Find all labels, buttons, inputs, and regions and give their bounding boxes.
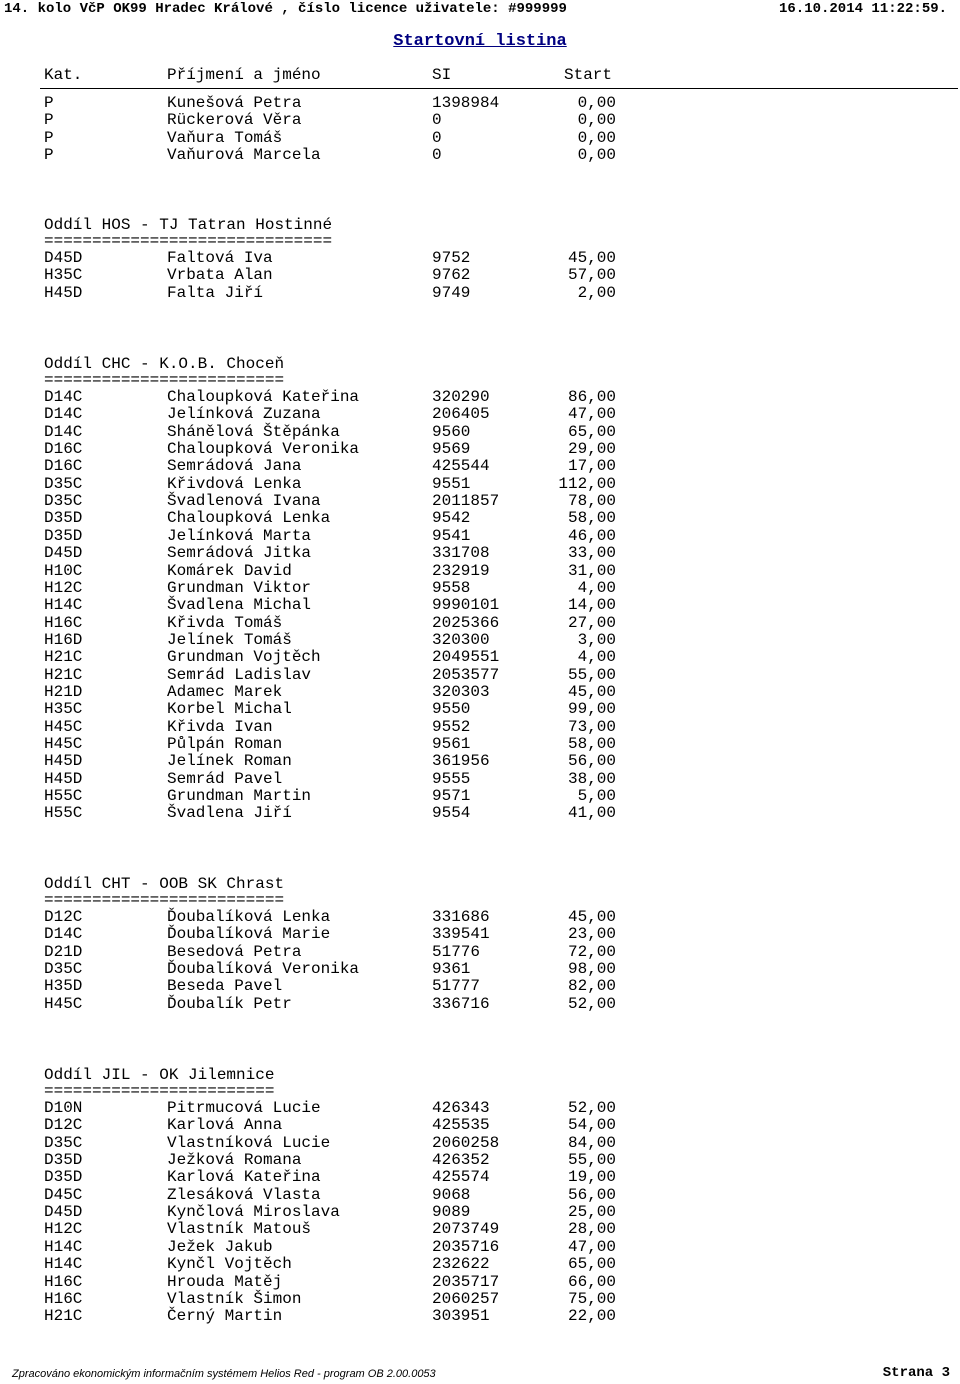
si-cell: 9542 xyxy=(432,509,471,528)
start-cell: 55,00 xyxy=(567,1151,616,1170)
si-cell: 206405 xyxy=(432,405,490,424)
name-cell: Křivda Ivan xyxy=(167,717,273,736)
start-cell: 17,00 xyxy=(567,457,616,476)
table-row xyxy=(0,528,960,545)
category-cell: D35C xyxy=(44,1133,83,1152)
name-cell: Ježek Jakub xyxy=(167,1237,273,1256)
table-row xyxy=(0,1187,960,1204)
category-cell: H14C xyxy=(44,596,83,615)
name-cell: Faltová Iva xyxy=(167,249,273,267)
start-cell: 38,00 xyxy=(567,769,616,788)
category-cell: H55C xyxy=(44,787,83,806)
table-row xyxy=(0,771,960,788)
column-headers xyxy=(0,66,960,86)
category-cell: D10N xyxy=(44,1099,83,1117)
category-cell: D12C xyxy=(44,908,83,926)
category-cell: D45C xyxy=(44,1185,83,1204)
category-cell: H12C xyxy=(44,1220,83,1239)
si-cell: 426352 xyxy=(432,1151,490,1170)
start-cell: 45,00 xyxy=(567,682,616,701)
start-cell: 5,00 xyxy=(577,787,616,806)
print-datetime: 16.10.2014 11:22:59. xyxy=(779,1,948,17)
si-cell: 331708 xyxy=(432,544,490,563)
category-cell: P xyxy=(44,146,54,165)
name-cell: Karlová Anna xyxy=(167,1116,283,1135)
table-row xyxy=(0,753,960,770)
name-cell: Korbel Michal xyxy=(167,700,292,719)
name-cell: Jelínek Roman xyxy=(167,752,292,771)
category-cell: D35D xyxy=(44,1151,83,1170)
start-cell: 86,00 xyxy=(567,388,616,406)
start-cell: 66,00 xyxy=(567,1272,616,1291)
category-cell: H55C xyxy=(44,804,83,823)
category-cell: D14C xyxy=(44,925,83,944)
si-cell: 2049551 xyxy=(432,648,500,667)
name-cell: Ježková Romana xyxy=(167,1151,302,1170)
table-row xyxy=(0,95,960,112)
table-row xyxy=(0,1274,960,1291)
name-cell: Chaloupková Lenka xyxy=(167,509,331,528)
name-cell: Pitrmucová Lucie xyxy=(167,1099,321,1117)
si-cell: 303951 xyxy=(432,1307,490,1326)
table-row xyxy=(0,441,960,458)
si-cell: 9571 xyxy=(432,787,471,806)
start-cell: 52,00 xyxy=(567,994,616,1013)
name-cell: Semrád Pavel xyxy=(167,769,283,788)
name-cell: Křivdová Lenka xyxy=(167,474,302,493)
start-cell: 99,00 xyxy=(567,700,616,719)
si-cell: 9752 xyxy=(432,249,471,267)
category-cell: H16C xyxy=(44,613,83,632)
name-cell: Rückerová Věra xyxy=(167,111,302,130)
table-row xyxy=(0,1291,960,1308)
table-row xyxy=(0,926,960,943)
category-cell: H45D xyxy=(44,752,83,771)
table-row xyxy=(0,476,960,493)
start-cell: 72,00 xyxy=(567,942,616,961)
table-row xyxy=(0,406,960,423)
name-cell: Švadlenová Ivana xyxy=(167,492,321,511)
name-cell: Semrádová Jitka xyxy=(167,544,312,563)
start-cell: 65,00 xyxy=(567,422,616,441)
start-cell: 46,00 xyxy=(567,526,616,545)
start-cell: 84,00 xyxy=(567,1133,616,1152)
si-cell: 9762 xyxy=(432,266,471,285)
start-cell: 28,00 xyxy=(567,1220,616,1239)
table-row xyxy=(0,510,960,527)
si-cell: 2035716 xyxy=(432,1237,500,1256)
table-row xyxy=(0,389,960,406)
si-cell: 425544 xyxy=(432,457,490,476)
si-cell: 2053577 xyxy=(432,665,500,684)
table-row xyxy=(0,580,960,597)
name-cell: Černý Martin xyxy=(167,1307,283,1326)
table-row xyxy=(0,667,960,684)
si-cell: 9749 xyxy=(432,283,471,302)
start-cell: 29,00 xyxy=(567,440,616,459)
header-divider xyxy=(40,88,958,89)
name-cell: Grundman Viktor xyxy=(167,578,312,597)
start-cell: 73,00 xyxy=(567,717,616,736)
si-cell: 232622 xyxy=(432,1255,490,1274)
category-cell: H45C xyxy=(44,735,83,753)
category-cell: D35C xyxy=(44,492,83,511)
name-cell: Ďoubalíková Lenka xyxy=(167,908,331,926)
start-cell: 0,00 xyxy=(577,111,616,130)
name-cell: Ďoubalíková Marie xyxy=(167,925,331,944)
start-cell: 54,00 xyxy=(567,1116,616,1135)
footer-software-note: Zpracováno ekonomickým informačním systémem Helios Red - program OB 2.00.0053 xyxy=(12,1368,436,1380)
start-cell: 25,00 xyxy=(567,1203,616,1222)
table-row xyxy=(0,736,960,753)
si-cell: 425574 xyxy=(432,1168,490,1187)
table-row xyxy=(0,1117,960,1134)
category-cell: H16C xyxy=(44,1272,83,1291)
document-title: Startovní listina xyxy=(393,32,567,51)
si-cell: 0 xyxy=(432,128,442,147)
category-cell: D14C xyxy=(44,405,83,424)
start-cell: 65,00 xyxy=(567,1255,616,1274)
column-header-start: Start xyxy=(564,66,613,84)
column-header-category: Kat. xyxy=(44,66,83,84)
table-row xyxy=(0,615,960,632)
name-cell: Švadlena Michal xyxy=(167,596,312,615)
name-cell: Kunešová Petra xyxy=(167,94,302,112)
name-cell: Semrád Ladislav xyxy=(167,665,312,684)
table-row xyxy=(0,1204,960,1221)
table-row xyxy=(0,701,960,718)
section-underline: ============================== xyxy=(44,232,333,250)
start-cell: 0,00 xyxy=(577,94,616,112)
table-row xyxy=(0,285,960,302)
table-row xyxy=(0,632,960,649)
section-title: Oddíl HOS - TJ Tatran Hostinné xyxy=(44,216,333,234)
start-cell: 57,00 xyxy=(567,266,616,285)
table-row xyxy=(0,250,960,267)
si-cell: 9990101 xyxy=(432,596,500,615)
si-cell: 9558 xyxy=(432,578,471,597)
category-cell: H14C xyxy=(44,1255,83,1274)
category-cell: H21C xyxy=(44,1307,83,1326)
start-cell: 4,00 xyxy=(577,648,616,667)
si-cell: 2035717 xyxy=(432,1272,500,1291)
start-cell: 56,00 xyxy=(567,752,616,771)
si-cell: 9068 xyxy=(432,1185,471,1204)
category-cell: D35D xyxy=(44,509,83,528)
start-cell: 0,00 xyxy=(577,128,616,147)
si-cell: 2073749 xyxy=(432,1220,500,1239)
name-cell: Grundman Martin xyxy=(167,787,312,806)
si-cell: 9569 xyxy=(432,440,471,459)
si-cell: 361956 xyxy=(432,752,490,771)
si-cell: 320290 xyxy=(432,388,490,406)
si-cell: 9541 xyxy=(432,526,471,545)
category-cell: D35C xyxy=(44,474,83,493)
category-cell: P xyxy=(44,94,54,112)
si-cell: 9561 xyxy=(432,735,471,753)
table-row xyxy=(0,458,960,475)
table-row xyxy=(0,649,960,666)
si-cell: 320303 xyxy=(432,682,490,701)
start-cell: 2,00 xyxy=(577,283,616,302)
name-cell: Semrádová Jana xyxy=(167,457,302,476)
table-row xyxy=(0,719,960,736)
si-cell: 51777 xyxy=(432,977,481,996)
category-cell: H35D xyxy=(44,977,83,996)
name-cell: Falta Jiří xyxy=(167,283,264,302)
table-row xyxy=(0,996,960,1013)
table-row xyxy=(0,1169,960,1186)
page-number: Strana 3 xyxy=(882,1365,950,1381)
name-cell: Ďoubalíková Veronika xyxy=(167,960,360,979)
si-cell: 9550 xyxy=(432,700,471,719)
category-cell: H35C xyxy=(44,700,83,719)
category-cell: P xyxy=(44,111,54,130)
name-cell: Půlpán Roman xyxy=(167,735,283,753)
name-cell: Ďoubalík Petr xyxy=(167,994,292,1013)
name-cell: Vaňura Tomáš xyxy=(167,128,283,147)
table-row xyxy=(0,112,960,129)
start-cell: 52,00 xyxy=(567,1099,616,1117)
si-cell: 2011857 xyxy=(432,492,500,511)
category-cell: D21D xyxy=(44,942,83,961)
table-row xyxy=(0,788,960,805)
page-header xyxy=(0,0,960,26)
name-cell: Švadlena Jiří xyxy=(167,804,292,823)
category-cell: P xyxy=(44,128,54,147)
section-title: Oddíl JIL - OK Jilemnice xyxy=(44,1066,275,1084)
name-cell: Chaloupková Veronika xyxy=(167,440,360,459)
category-cell: H45C xyxy=(44,994,83,1013)
start-cell: 55,00 xyxy=(567,665,616,684)
start-cell: 112,00 xyxy=(558,474,616,493)
start-cell: 0,00 xyxy=(577,146,616,165)
si-cell: 339541 xyxy=(432,925,490,944)
category-cell: H16C xyxy=(44,1289,83,1308)
category-cell: H21C xyxy=(44,665,83,684)
section-underline: ======================== xyxy=(44,1082,275,1100)
category-cell: H14C xyxy=(44,1237,83,1256)
name-cell: Kynčl Vojtěch xyxy=(167,1255,292,1274)
si-cell: 320300 xyxy=(432,630,490,649)
si-cell: 9551 xyxy=(432,474,471,493)
table-row xyxy=(0,545,960,562)
si-cell: 425535 xyxy=(432,1116,490,1135)
start-cell: 27,00 xyxy=(567,613,616,632)
start-cell: 22,00 xyxy=(567,1307,616,1326)
table-row xyxy=(0,909,960,926)
table-row xyxy=(0,944,960,961)
name-cell: Komárek David xyxy=(167,561,292,580)
start-cell: 78,00 xyxy=(567,492,616,511)
category-cell: D45D xyxy=(44,544,83,563)
name-cell: Beseda Pavel xyxy=(167,977,283,996)
table-row xyxy=(0,130,960,147)
category-cell: D45D xyxy=(44,1203,83,1222)
section-underline: ========================= xyxy=(44,371,285,389)
si-cell: 426343 xyxy=(432,1099,490,1117)
category-cell: H35C xyxy=(44,266,83,285)
table-row xyxy=(0,424,960,441)
category-cell: D14C xyxy=(44,388,83,406)
start-cell: 4,00 xyxy=(577,578,616,597)
si-cell: 9554 xyxy=(432,804,471,823)
section-title: Oddíl CHT - OOB SK Chrast xyxy=(44,875,285,893)
name-cell: Adamec Marek xyxy=(167,682,283,701)
table-row xyxy=(0,1239,960,1256)
name-cell: Křivda Tomáš xyxy=(167,613,283,632)
section-underline: ========================= xyxy=(44,891,285,909)
category-cell: H10C xyxy=(44,561,83,580)
table-row xyxy=(0,1152,960,1169)
start-cell: 82,00 xyxy=(567,977,616,996)
start-cell: 23,00 xyxy=(567,925,616,944)
table-row xyxy=(0,267,960,284)
table-row xyxy=(0,1100,960,1117)
si-cell: 2060257 xyxy=(432,1289,500,1308)
start-cell: 33,00 xyxy=(567,544,616,563)
name-cell: Grundman Vojtěch xyxy=(167,648,321,667)
si-cell: 232919 xyxy=(432,561,490,580)
table-row xyxy=(0,1308,960,1325)
start-cell: 56,00 xyxy=(567,1185,616,1204)
si-cell: 1398984 xyxy=(432,94,500,112)
table-row xyxy=(0,961,960,978)
table-row xyxy=(0,493,960,510)
category-cell: D35D xyxy=(44,526,83,545)
si-cell: 9560 xyxy=(432,422,471,441)
name-cell: Chaloupková Kateřina xyxy=(167,388,360,406)
table-row xyxy=(0,563,960,580)
name-cell: Shánělová Štěpánka xyxy=(167,422,340,441)
name-cell: Karlová Kateřina xyxy=(167,1168,321,1187)
event-header: 14. kolo VčP OK99 Hradec Králové , číslo licence uživatele: #999999 xyxy=(4,1,567,17)
si-cell: 336716 xyxy=(432,994,490,1013)
si-cell: 2060258 xyxy=(432,1133,500,1152)
si-cell: 51776 xyxy=(432,942,481,961)
si-cell: 0 xyxy=(432,146,442,165)
start-cell: 58,00 xyxy=(567,509,616,528)
column-header-name: Příjmení a jméno xyxy=(167,66,321,84)
start-cell: 14,00 xyxy=(567,596,616,615)
category-cell: H16D xyxy=(44,630,83,649)
name-cell: Besedová Petra xyxy=(167,942,302,961)
category-cell: D16C xyxy=(44,440,83,459)
name-cell: Kynčlová Miroslava xyxy=(167,1203,340,1222)
table-row xyxy=(0,1221,960,1238)
category-cell: D35C xyxy=(44,960,83,979)
table-row xyxy=(0,147,960,164)
name-cell: Vlastník Matouš xyxy=(167,1220,312,1239)
si-cell: 9361 xyxy=(432,960,471,979)
category-cell: D16C xyxy=(44,457,83,476)
name-cell: Vrbata Alan xyxy=(167,266,273,285)
category-cell: D45D xyxy=(44,249,83,267)
table-row xyxy=(0,805,960,822)
start-cell: 45,00 xyxy=(567,908,616,926)
si-cell: 9555 xyxy=(432,769,471,788)
category-cell: H21D xyxy=(44,682,83,701)
name-cell: Vlastník Šimon xyxy=(167,1289,302,1308)
si-cell: 9552 xyxy=(432,717,471,736)
column-header-si: SI xyxy=(432,66,452,84)
si-cell: 0 xyxy=(432,111,442,130)
category-cell: H21C xyxy=(44,648,83,667)
name-cell: Jelínková Zuzana xyxy=(167,405,321,424)
category-cell: H45D xyxy=(44,769,83,788)
start-cell: 75,00 xyxy=(567,1289,616,1308)
category-cell: H45C xyxy=(44,717,83,736)
name-cell: Jelínková Marta xyxy=(167,526,312,545)
category-cell: D12C xyxy=(44,1116,83,1135)
start-cell: 19,00 xyxy=(567,1168,616,1187)
start-cell: 45,00 xyxy=(567,249,616,267)
start-cell: 3,00 xyxy=(577,630,616,649)
si-cell: 9089 xyxy=(432,1203,471,1222)
start-cell: 98,00 xyxy=(567,960,616,979)
table-row xyxy=(0,1256,960,1273)
table-row xyxy=(0,1135,960,1152)
table-row xyxy=(0,597,960,614)
category-cell: H45D xyxy=(44,283,83,302)
start-cell: 47,00 xyxy=(567,405,616,424)
name-cell: Vaňurová Marcela xyxy=(167,146,321,165)
start-cell: 58,00 xyxy=(567,735,616,753)
table-row xyxy=(0,684,960,701)
start-cell: 47,00 xyxy=(567,1237,616,1256)
table-row xyxy=(0,978,960,995)
name-cell: Vlastníková Lucie xyxy=(167,1133,331,1152)
section-title: Oddíl CHC - K.O.B. Choceň xyxy=(44,355,285,373)
name-cell: Zlesáková Vlasta xyxy=(167,1185,321,1204)
category-cell: H12C xyxy=(44,578,83,597)
category-cell: D35D xyxy=(44,1168,83,1187)
si-cell: 2025366 xyxy=(432,613,500,632)
si-cell: 331686 xyxy=(432,908,490,926)
name-cell: Hrouda Matěj xyxy=(167,1272,283,1291)
start-cell: 31,00 xyxy=(567,561,616,580)
category-cell: D14C xyxy=(44,422,83,441)
name-cell: Jelínek Tomáš xyxy=(167,630,292,649)
start-cell: 41,00 xyxy=(567,804,616,823)
